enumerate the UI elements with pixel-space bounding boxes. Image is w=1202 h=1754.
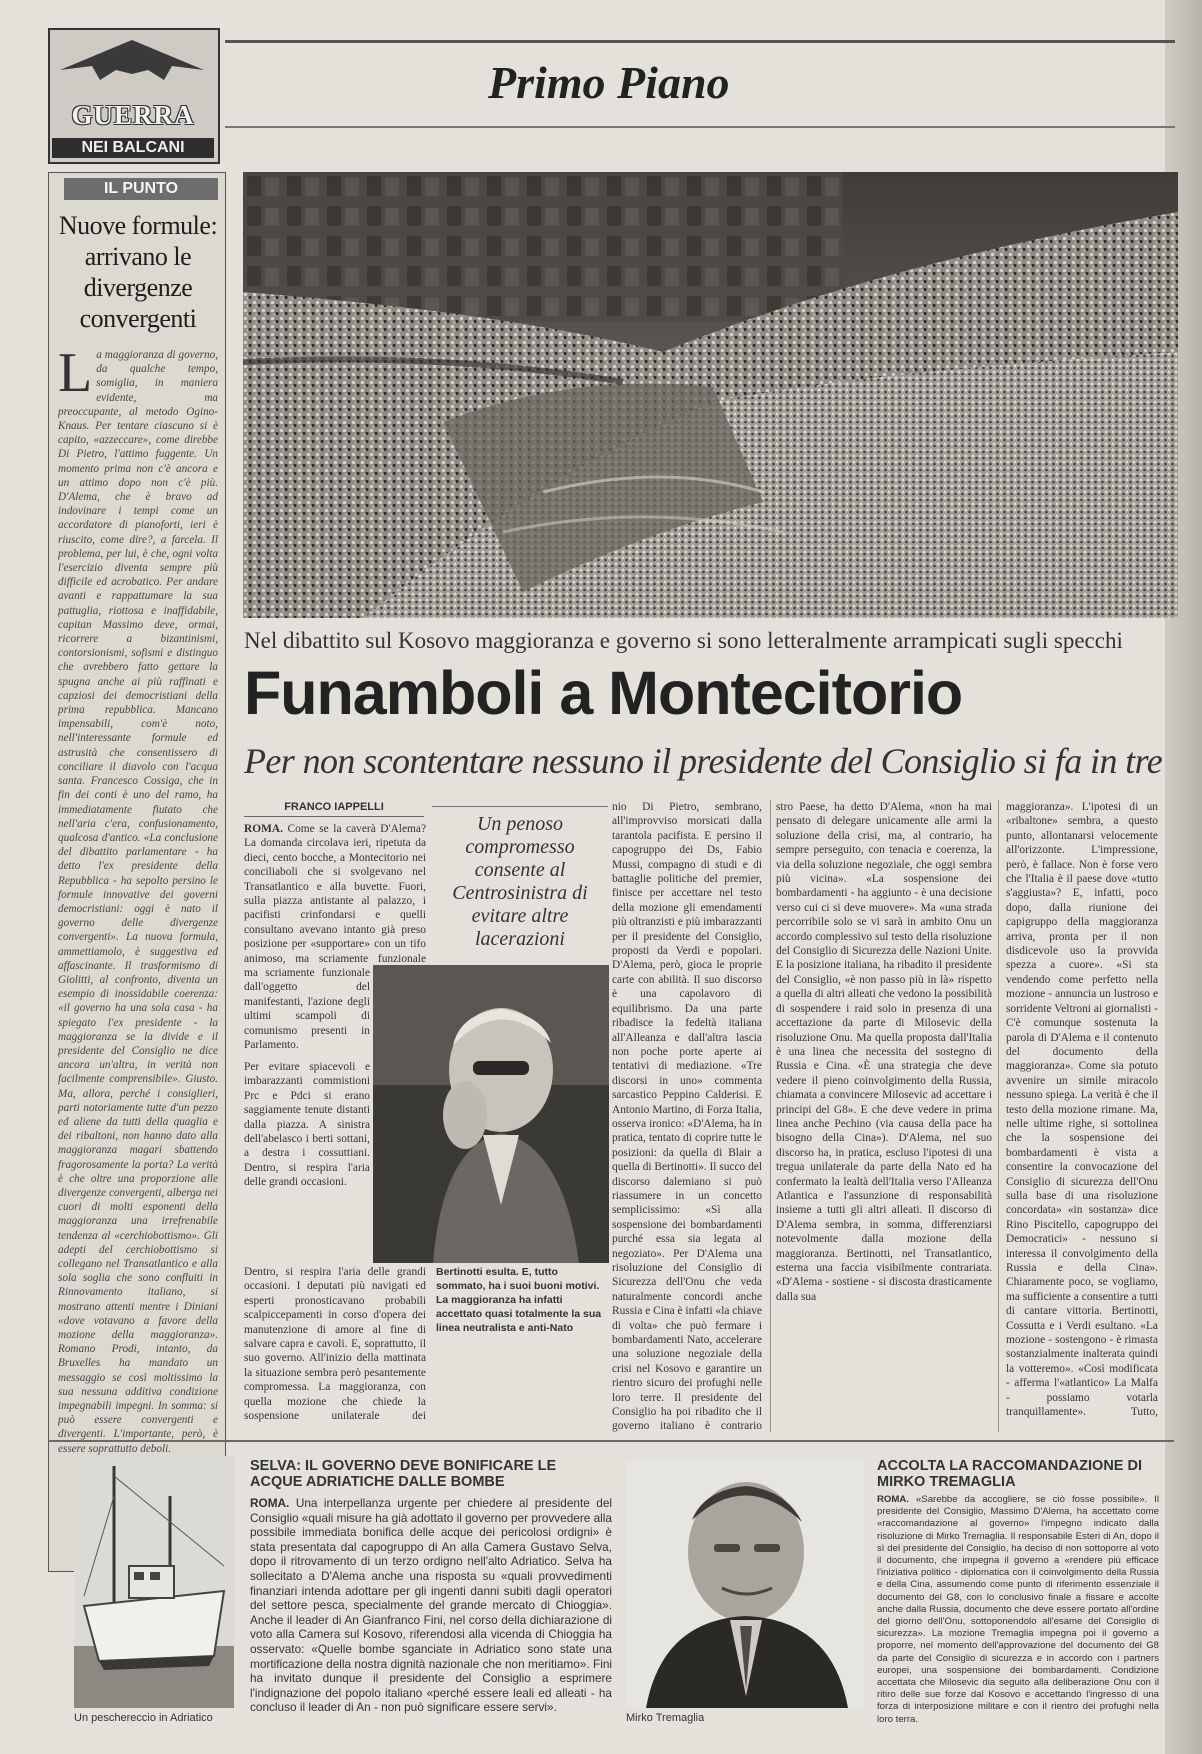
header-rule-lower xyxy=(225,126,1175,128)
logo-line1: GUERRA xyxy=(71,100,195,130)
tremaglia-story-title: ACCOLTA LA RACCOMANDAZIONE DI MIRKO TREMAGLIA xyxy=(877,1458,1143,1490)
tremaglia-photo-caption: Mirko Tremaglia xyxy=(626,1712,705,1724)
article-column-4 xyxy=(1006,800,1158,1420)
stealth-plane-icon xyxy=(54,36,210,88)
article-column-1d xyxy=(244,1060,370,1264)
article-col1a-text: Come se la caverà D'Alema? La domanda circolava ieri, ripetuta da dieci, cento bocche, a Montecitorio nei conciliaboli che si svolgevano nel Transatlantico e alla buvette. Fuori, sulla piazza antistante al palazzo, i pacifisti crinfondarsi e quelli consultano avevano intanto già preso posizione per «supportare» con un tifo animoso, ma scriamente funzionale xyxy=(244,823,426,964)
tremaglia-dateline: ROMA. xyxy=(877,1494,909,1505)
header-rule xyxy=(225,40,1175,43)
article-col1d-text: Per evitare spiacevoli e imbarazzanti commistioni Prc e Pdci si erano saggiamente tenute distanti dalla piazza. A sinistra dell'abelasco i berti sottani, a destra i cossuttiani. Dentro, si respira l'aria delle grandi occasioni. xyxy=(244,1061,370,1189)
article-col3-text: stro Paese, ha detto D'Alema, «non ha mai pensato di delegare unicamente alle armi la soluzione della crisi, ma, al contrario, ha sempre perseguito, con tenacia e coerenza, la via della soluzione negoziale, che oggi sembra più vicina». «La sospensione dei bombardamenti - ha aggiunto - è una decisione verso cui ci si deve muovere». Ma «una strada percorribile solo se vi sarà in ambito Onu un accordo complessivo sul testo della risoluzione del Consiglio di Sicurezza delle Nazioni Unite. E la posizione italiana, ha ribadito il presidente del Consiglio, «è non passo più in là» rispetto a quella di altri alleati che vedono la possibilità di sospendere i raid solo in presenza di una accettazione da parte di Milosevic della risoluzione Onu. Ma quella proposta dall'Italia è una linea che necessita del sostegno di Russia e Cina. «È una strategia che deve vedere il pieno coinvolgimento della Russia, chiamata a convincere Milosevic ad accettare i principi del G8». E che deve vedere in prima linea anche Pechino (via causa della pace ha bisogno della Cina»). D'Alema, nel suo discorso ha, in pratica, escluso l'ipotesi di una tregua unilaterale da parte della Nato ed ha confermato la lealtà dell'Italia verso l'Alleanza Atlantica e l'assunzione di responsabilità insieme a tutti gli altri alleati. Il discorso di D'Alema sembra, in somma, differenziarsi notevolmente dalla mozione della maggioranza. Bertinotti, nel Transatlantico, esterna una faccia visibilmente contrariata. «D'Alema - sostiene - si discosta drasticamente dalla sua xyxy=(776,801,992,1303)
column-divider xyxy=(770,800,771,1432)
article-column-1c xyxy=(244,1265,426,1425)
article-byline: FRANCO IAPPELLI xyxy=(244,801,424,817)
tremaglia-story-text: «Sarebbe da accogliere, se ciò fosse possibile». Il presidente del Consiglio, Massimo D'Alema, ha accettato come «raccomandazione al governo» l'impegno indicato dalla risoluzione di Mirko Tremaglia. Il responsabile Esteri di An, dopo il sì del presidente del Consiglio, ha deciso di non sottoporre al voto il documento, che impegna il governo a «rendere più efficace l'iniziativa politico - diplomatica con il coinvolgimento della Russia e della Cina, assumendo come punto di riferimento essenziale il documento del G8, con lo conclusivo finale a fissare e accolte anche dalla Russia, documento che deve essere portato all'ordine del giorno dell'Onu, sottoponendolo all'esame del Consiglio di sicurezza». La mozione Tremaglia impegna poi il governo a proporre, nel momento dell'approvazione del documento del G8 da parte del Consiglio di sicurezza e in accordo con i partners europei, una sospensione dei bombardamenti. Condizione accettata che Milosevic dia seguito alla deliberazione Onu con il ritiro delle sue forze dal Kosovo e accettando l'ingresso di una forza di interposizione militare e con il rientro dei profughi nella loro terra. xyxy=(877,1494,1159,1725)
bertinotti-photo xyxy=(373,965,609,1263)
fishing-boat-photo xyxy=(74,1456,234,1708)
logo-line2: NEI BALCANI xyxy=(52,138,214,158)
parliament-photo xyxy=(243,172,1178,618)
article-column-1b xyxy=(244,966,370,1058)
tremaglia-photo xyxy=(626,1460,864,1708)
punto-title: Nuove formule: arrivano le divergenze convergenti xyxy=(58,211,218,333)
article-col2-text: nio Di Pietro, sembrano, all'improvviso morsicati dalla tarantola pacifista. E persino il capogruppo dei Ds, Fabio Mussi, compagno di studi e di battaglie politiche del premier, finisce per accettare nel testo della mozione gli emendamenti più oltranzisti e più imbarazzanti per il presidente del Consiglio, proposti da Verdi e popolari. D'Alema, però, gioca le proprie carte con abilità. Il suo discorso è una capolavoro di equilibrismo. Da una parte ribadisce la fedeltà italiana all'Alleanza e dall'altra lascia non poche porte aperte ai tentativi di mediazione. «Tre discorsi in uno» commenta sarcastico Peppino Calderisi. E Antonio Martino, di Forza Italia, osserva ironico: «D'Alema, ha in pratica, tentato di coprire tutte le posizioni: da quella di Blair a quella di Bertinotti». Il succo del discorso dalemiano si può riassumere in un concetto semplicissimo: «Sì alla sospensione dei bombardamenti purché essa sia legata al negoziato». Per D'Alema una risoluzione del Consiglio di Sicurezza dell'Onu che veda naturalmente concordi anche Russia e Cina è infatti «la chiave di volta» che può fermare i bombardamenti Nato, accelerare una soluzione negoziale della crisi nel Kosovo e garantire un rientro sicuro dei profughi nelle loro terre. Il presidente del Consiglio ha poi ribadito che il governo italiano è contrario xyxy=(612,801,762,1433)
tremaglia-photo-illustration xyxy=(626,1460,864,1708)
photo-caption: Bertinotti esulta. E, tutto sommato, ha i suoi buoni motivi. La maggioranza ha infatti accettato quasi totalmente la sua linea neutralista e anti-Nato xyxy=(436,1266,602,1334)
punto-label: IL PUNTO xyxy=(64,178,218,200)
article-col1a-text-cont: ma scriamente funzionale dall'oggetto del manifestanti, l'azione degli ultimi scampoli di comunismo presenti in Parlamento. xyxy=(244,967,370,1052)
boat-photo-caption: Un peschereccio in Adriatico xyxy=(74,1712,213,1724)
bertinotti-photo-illustration xyxy=(373,965,609,1263)
article-subhead: Per non scontentare nessuno il presidente del Consiglio si fa in tre xyxy=(244,741,1163,781)
pull-quote: Un penoso compromesso consente al Centrosinistra di evitare altre lacerazioni xyxy=(432,806,608,951)
article-headline: Funamboli a Montecitorio xyxy=(244,659,963,727)
section-title: Primo Piano xyxy=(488,57,730,108)
selva-story-title: SELVA: IL GOVERNO DEVE BONIFICARE LE ACQUE ADRIATICHE DALLE BOMBE xyxy=(250,1458,557,1490)
punto-text: a maggioranza di governo, da qualche tempo, somiglia, in maniera evidente, ma preoccupante, al metodo Ogino-Knaus. Per tentare ciascuno si è capito, «azzeccare», come direbbe Di Pietro, l'attimo fuggente. Un momento prima non c'è ancora e un attimo dopo non c'è più. D'Alema, che è bravo ad indovinare i tempi come un accordatore di pianoforti, ieri è riuscito, come dire?, a farcela. Il problema, per lui, è che, ogni volta l'esercizio diventa sempre più difficile ed acrobatico. Per andare avanti e rappattumare la sua pattuglia, riottosa e inaffidabile, capitan Massimo deve, ormai, ricorrere a bizantinismi, contorsionismi, sofismi e distinguo che avrebbero fatto gettare la spugna anche ai più raffinati e capziosi dei democristiani della prima repubblica. Mancano impensabili, com'è noto, nell'interessante formule ed astrusità che consentissero di conciliare il diavolo con l'acqua santa. Francesco Cossiga, che in fin dei conti è uno del ramo, ha immediatamente fiutato che nell'aria c'era, confusionamento, qualcosa d'antico. «La conclusione del dibattito parlamentare - ha detto l'ex presidente della Repubblica - ha sepolto persino le formule innovative dei governi democristiani: oggi è nato il governo delle divergenze convergenti». La nuova formula, ammettiamolo, è suggestiva ed affascinante. Il trasformismo di Giolitti, al confronto, diventa un esempio di inossidabile coerenza: «il governo ha una sola casa - ha spiegato l'ex presidente - la maggioranza se la divide e il presidente del Consiglio ne dice ancora un'altra, in verità non facilmente comprensibile». Giusto. Ma, allora, perché i consiglieri, parti notoriamente tutte d'un pezzo ed aliene da tutti della quaglia e dei ribaltoni, non hanno dato alla maggioranza magari sbattendo fragorosamente la porta? La verità è che oltre una proporzione alle divergenze convergenti, alberga nei cuori di molti esponenti della maggioranza una irrefrenabile tendenza al «cerchiobottismo». Gli adepti del cerchiobottismo si collegano nel Transatlantico e alla sola soglia che sono confluiti in Rinnovamento italiano, si mostrano attenti mentre i Diniani «dove votavano a favore della mozione della maggioranza». Romano Prodi, intanto, da Bruxelles ha mandato un messaggio se così moltissimo la sua nessuna additiva condizione impegnabili impegni. In somma: si può essere convergenti e divergenti. L'importante, però, è essere soprattutto deboli. xyxy=(58,349,218,1455)
article-column-3 xyxy=(776,800,992,1436)
article-col1b-text: Dentro, si respira l'aria delle grandi occasioni. I deputati più navigati ed esperti pronosticavano probabili scalpiccepamenti in corso d'opera dei manutenzione di amore al fine di salvare capra e cavoli. E, soprattutto, il suo governo. All'inizio della mattinata la situazione sembra però pesantemente compromessa. La maggioranza, con quella mozione che chiede la sospensione unilaterale dei xyxy=(244,1266,426,1423)
punto-dropcap: L xyxy=(58,348,93,404)
selva-dateline: ROMA. xyxy=(250,1496,290,1510)
article-column-2 xyxy=(612,800,762,1436)
column-divider xyxy=(998,800,999,1432)
article-column-1a xyxy=(244,822,426,964)
selva-story-text: Una interpellanza urgente per chiedere al presidente del Consiglio «quali misure ha già adottato il governo per provvedere alla possibile immediata bonifica delle acque dei pericolosi ordigni» è stata presentata dal capogruppo di An alla Camera Gustavo Selva, dopo il ritrovamento di un terzo ordigno nell'alto Adriatico. Selva ha sollecitato a D'Alema anche una risposta su «quali provvedimenti finanziari intenda adottare per gli ingenti danni subiti dagli operatori del settore pesca, specialmente del grande mercato di Chioggia». Anche il leader di An Gianfranco Fini, nel corso della dichiarazione di voto alla Camera sul Kosovo, riferendosi alla vicenda di Chioggia ha osservato: «Quelle bombe sganciate in Adriatico sono state una mortificazione della nostra dignità nazionale che non meritiamo». Fini ha invitato dunque il presidente del Consiglio a esprimere l'indignazione del popolo italiano «perché essere leali ed alleati - ha concluso il leader di An - non può significare essere servi». xyxy=(250,1496,612,1715)
selva-story-body xyxy=(250,1496,612,1734)
fishing-boat-illustration xyxy=(74,1456,234,1708)
tremaglia-story-body xyxy=(877,1494,1159,1736)
article-dateline: ROMA. xyxy=(244,823,283,835)
punto-body xyxy=(58,348,218,1544)
parliament-photo-illustration xyxy=(243,172,1178,618)
article-kicker: Nel dibattito sul Kosovo maggioranza e governo si sono letteralmente arrampicati sugli specchi xyxy=(244,628,1123,653)
section-divider xyxy=(48,1440,1174,1442)
article-col4-text: maggioranza». L'ipotesi di un «ribaltone» sembra, a questo punto, allontanarsi velocemente all'orizzonte. L'impressione, però, è fallace. Non è forse vero che l'Italia è il paese dove «tutto s'aggiusta»? E, infatti, poco dopo, dalla riunione dei capigruppo della maggioranza arriva, pronta per il non disdicevole uso la provvida spezza a cuore». «Si sta vendendo come perfetto nella mozione - annuncia un lustroso e sorridente Veltroni ai giornalisti - C'è comunque sostenuta la parola di D'Alema e il contenuto del documento della maggioranza». Come sia potuto avvenire un simile miracolo nessuno spiega. La verità è che il testo della mozione rimane. Ma, nelle ultime righe, si sottolinea che la sospensione dei bombardamenti è vista a consentire la convocazione del Consiglio di sicurezza dell'Onu sulla base di una risoluzione concordata» «in sostanza» dice Rino Piscitello, capogruppo dei Democratici» - nessuno si interessa il convolgimento della Russia e della Cina». Chiaramente poco, se vogliamo, ma sufficiente a consentire a tutti di cantare vittoria. Bertinotti, Cossutta e i Verdi esultano. «La mozione - sostengono - è rimasta sostanzialmente inalterata quindi la votteremo». «Così modificata - afferma l'«atlantico» La Malfa - possiamo votarla tranquillamente». Tutto, xyxy=(1006,801,1158,1419)
